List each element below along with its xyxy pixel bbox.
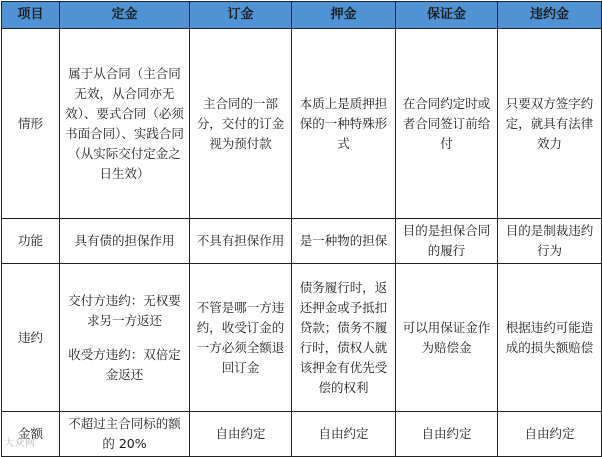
cell-breach-baozhengjin: 可以用保证金作为赔偿金 <box>396 264 498 412</box>
row-label-amount: 金额 <box>2 412 60 457</box>
cell-situation-dingjin-deposit: 属于从合同（主合同无效，从合同亦无效）、要式合同（必须书面合同）、实践合同（从实际交付定金之日生效） <box>60 29 190 219</box>
row-label-situation: 情形 <box>2 29 60 219</box>
cell-function-weiyuejin: 目的是制裁违约行为 <box>498 219 602 264</box>
header-dingjin-deposit: 定金 <box>60 2 190 29</box>
cell-breach-dingjin-order: 不管是哪一方违约，收受订金的一方必须全额退回订金 <box>190 264 292 412</box>
cell-function-dingjin-order: 不具有担保作用 <box>190 219 292 264</box>
watermark-text: 大众网 <box>4 438 36 449</box>
table-row <box>2 264 602 412</box>
breach-payer-text: 交付方违约：无权要求另一方返还 <box>68 292 181 328</box>
header-weiyuejin: 违约金 <box>498 2 602 29</box>
cell-function-baozhengjin: 目的是担保合同的履行 <box>396 219 498 264</box>
cell-breach-yajin: 债务履行时，返还押金或予抵扣贷款；债务不履行时，债权人就该押金有优先受偿的权利 <box>292 264 396 412</box>
cell-function-dingjin-deposit: 具有债的担保作用 <box>60 219 190 264</box>
header-yajin: 押金 <box>292 2 396 29</box>
cell-amount-yajin: 自由约定 <box>292 412 396 457</box>
cell-situation-yajin: 本质上是质押担保的一种特殊形式 <box>292 29 396 219</box>
breach-receiver-text: 收受方违约：双倍定金返还 <box>68 346 181 382</box>
cell-function-yajin: 是一种物的担保 <box>292 219 396 264</box>
header-item: 项目 <box>2 2 60 29</box>
cell-breach-dingjin-deposit <box>60 264 190 412</box>
cell-situation-weiyuejin: 只要双方签字约定，就具有法律效力 <box>498 29 602 219</box>
cell-amount-dingjin-deposit: 不超过主合同标的额的 20% <box>60 412 190 457</box>
row-label-breach: 违约 <box>2 264 60 412</box>
cell-amount-dingjin-order: 自由约定 <box>190 412 292 457</box>
cell-amount-weiyuejin: 自由约定 <box>498 412 602 457</box>
header-row <box>2 2 602 29</box>
header-dingjin-order: 订金 <box>190 2 292 29</box>
table-row <box>2 219 602 264</box>
row-label-function: 功能 <box>2 219 60 264</box>
cell-situation-dingjin-order: 主合同的一部分，交付的订金视为预付款 <box>190 29 292 219</box>
cell-amount-baozhengjin: 自由约定 <box>396 412 498 457</box>
table-row <box>2 412 602 457</box>
cell-breach-weiyuejin: 根据违约可能造成的损失额赔偿 <box>498 264 602 412</box>
header-baozhengjin: 保证金 <box>396 2 498 29</box>
table-row <box>2 29 602 219</box>
comparison-table <box>1 1 602 457</box>
cell-situation-baozhengjin: 在合同约定时或者合同签订前给付 <box>396 29 498 219</box>
